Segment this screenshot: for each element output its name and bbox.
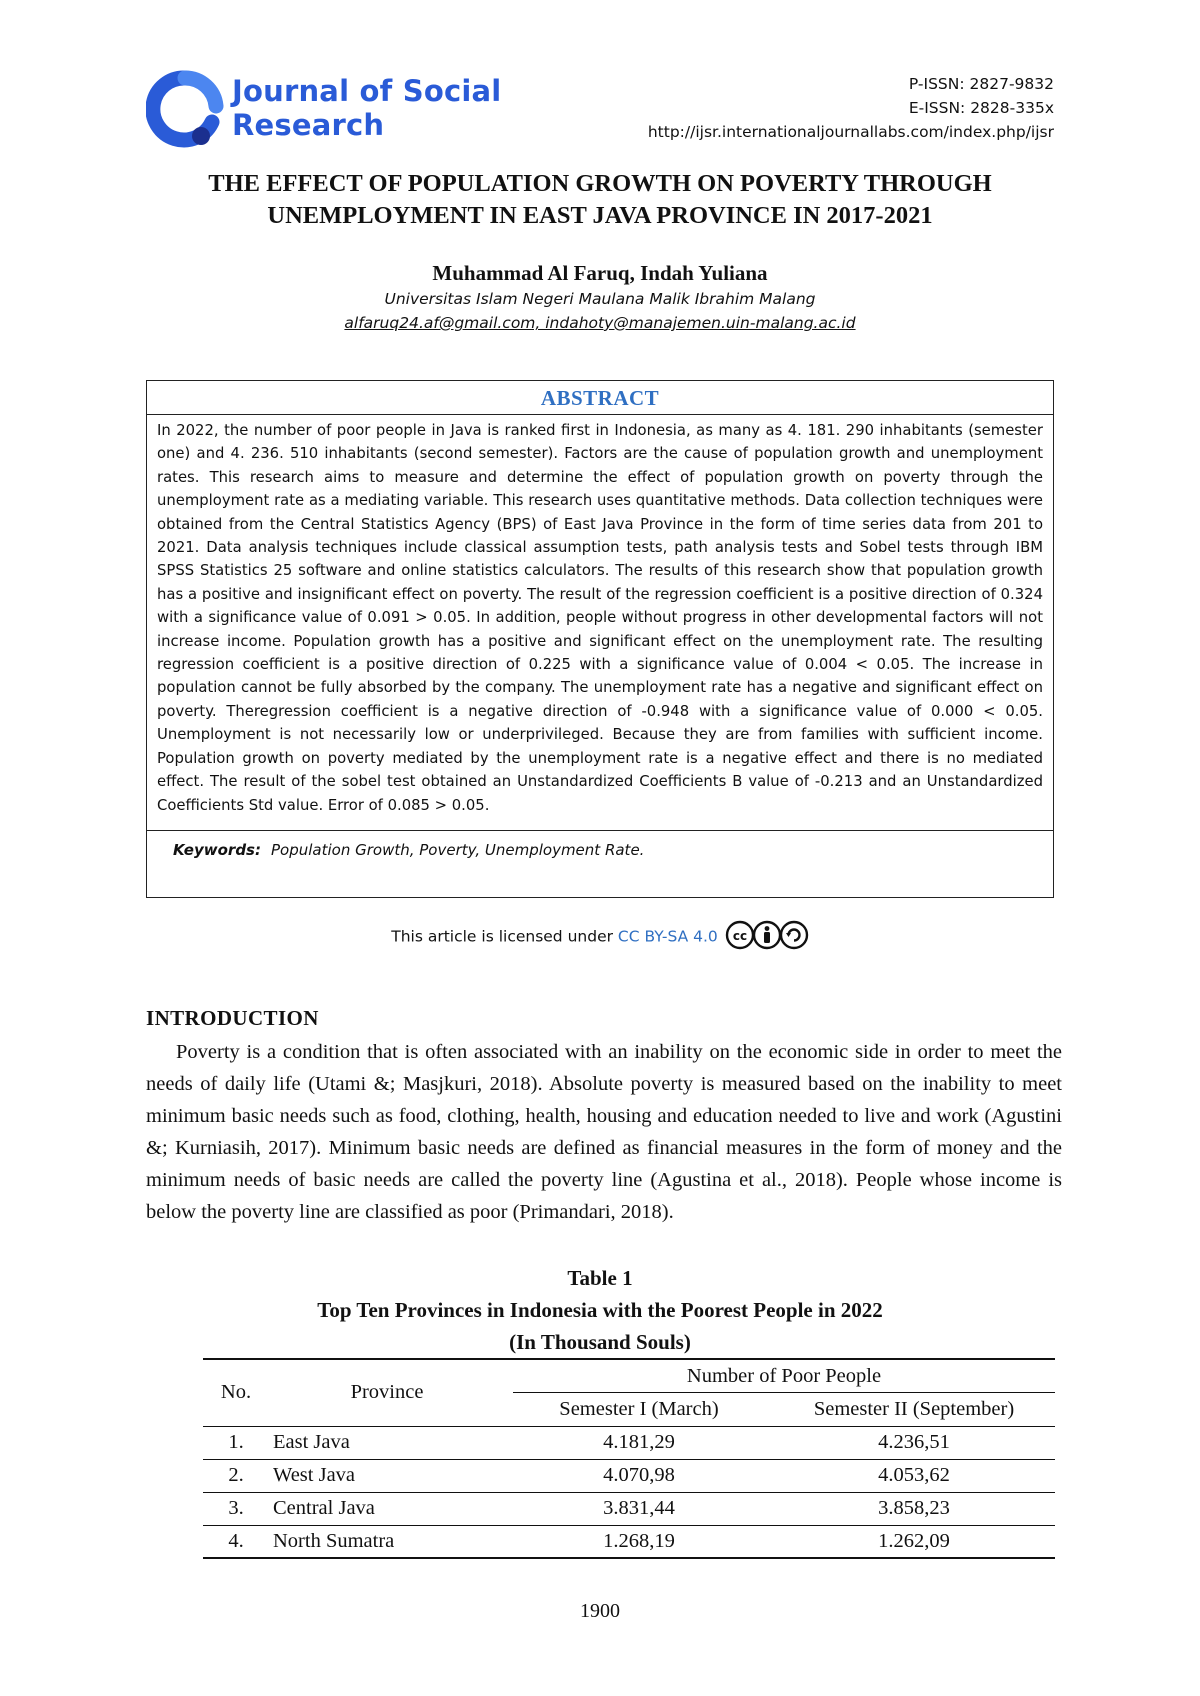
svg-text:cc: cc [732, 929, 747, 943]
keywords-label: Keywords: [173, 841, 261, 859]
col-header-group-label: Number of Poor People [513, 1360, 1055, 1393]
cell-province: Central Java [269, 1492, 505, 1525]
poor-people-table [203, 1358, 1055, 1559]
authors: Muhammad Al Faruq, Indah Yuliana [432, 261, 768, 285]
cell-semester1: 3.831,44 [505, 1492, 773, 1525]
eissn: E-ISSN: 2828-335x [908, 99, 1054, 117]
journal-logo-icon [146, 70, 224, 148]
table-row [203, 1525, 1055, 1558]
col-header-group [505, 1359, 1055, 1393]
abstract-heading: ABSTRACT [147, 381, 1053, 415]
cell-province: West Java [269, 1459, 505, 1492]
page-number: 1900 [580, 1600, 620, 1622]
table-title: Top Ten Provinces in Indonesia with the Poorest People in 2022 [317, 1298, 883, 1322]
journal-name-line1: Journal of Social [232, 74, 502, 108]
keywords-list: Population Growth, Poverty, Unemployment Rate. [270, 841, 645, 859]
author-emails[interactable]: alfaruq24.af@gmail.com, indahoty@manajemen.uin-malang.ac.id [344, 314, 856, 332]
cc-by-sa-badge-icon[interactable] [725, 920, 809, 954]
cell-province: North Sumatra [269, 1525, 505, 1558]
cell-semester1: 4.181,29 [505, 1426, 773, 1459]
table-row [203, 1426, 1055, 1459]
cell-no: 2. [203, 1459, 269, 1492]
cell-semester2: 3.858,23 [773, 1492, 1055, 1525]
introduction-heading: INTRODUCTION [146, 1006, 319, 1030]
keywords [147, 831, 1053, 859]
paper-title-line1: THE EFFECT OF POPULATION GROWTH ON POVERTY THROUGH [208, 170, 992, 197]
table-number: Table 1 [567, 1266, 633, 1290]
cell-province: East Java [269, 1426, 505, 1459]
pissn: P-ISSN: 2827-9832 [908, 75, 1054, 93]
col-header-semester2: Semester II (September) [773, 1393, 1055, 1426]
license-link[interactable]: CC BY-SA 4.0 [617, 927, 718, 946]
affiliation: Universitas Islam Negeri Maulana Malik Ibrahim Malang [384, 290, 816, 308]
table-row [203, 1459, 1055, 1492]
issn-block [648, 72, 1054, 144]
table-caption [0, 1262, 1200, 1358]
col-header-no: No. [203, 1359, 269, 1426]
journal-name-line2: Research [232, 108, 385, 142]
license-prefix: This article is licensed under [391, 927, 618, 946]
paper-title-line2: UNEMPLOYMENT IN EAST JAVA PROVINCE IN 2017-2021 [267, 202, 933, 229]
introduction-paragraph: Poverty is a condition that is often associated with an inability on the economic side in order to meet the needs of daily life (Utami &; Masjkuri, 2018). Absolute poverty is measured based on the inability to meet minimum basic needs such as food, clothing, health, housing and education needed to live and work (Agustini &; Kurniasih, 2017). Minimum basic needs are defined as financial measures in the form of money and the minimum needs of basic needs are called the poverty line (Agustina et al., 2018). People whose income is below the poverty line are classified as poor (Primandari, 2018). [146, 1041, 1062, 1223]
journal-name [232, 74, 501, 142]
cell-semester2: 4.053,62 [773, 1459, 1055, 1492]
abstract-text: In 2022, the number of poor people in Java is ranked first in Indonesia, as many as 4. 181. 290 inhabitants (semester one) and 4. 236. 510 inhabitants (second semester). Factors are the cause of population growth and unemployment rates. This research aims to measure and determine the effect of population growth on poverty through the unemployment rate as a mediating variable. This research uses quantitative methods. Data collection techniques were obtained from the Central Statistics Agency (BPS) of East Java Province in the form of time series data from 201 to 2021. Data analysis techniques include classical assumption tests, path analysis tests and Sobel tests through IBM SPSS Statistics 25 software and online statistics calculators. The results of this research show that population growth has a positive and insignificant effect on poverty. The result of the regression coefficient is a positive direction of 0.324 with a significance value of 0.091 > 0.05. In addition, people without progress in other developmental factors will not increase income. Population growth has a positive and significant effect on the unemployment rate. The resulting regression coefficient is a positive direction of 0.225 with a significance value of 0.004 < 0.05. The increase in population cannot be fully absorbed by the company. The unemployment rate has a negative and significant effect on poverty. Theregression coefficient is a negative direction of -0.948 with a significance value of 0.000 < 0.05. Unemployment is not necessarily low or underprivileged. Because they are from families with sufficient income. Population growth on poverty mediated by the unemployment rate is a negative effect and there is no mediated effect. The result of the sobel test obtained an Unstandardized Coefficients B value of -0.213 and an Unstandardized Coefficients Std value. Error of 0.085 > 0.05. [147, 415, 1053, 831]
table-row [203, 1492, 1055, 1525]
cell-semester1: 4.070,98 [505, 1459, 773, 1492]
cell-no: 4. [203, 1525, 269, 1558]
cell-no: 3. [203, 1492, 269, 1525]
journal-url[interactable]: http://ijsr.internationaljournallabs.com/index.php/ijsr [647, 123, 1054, 141]
paper-title [130, 168, 1070, 232]
license-line [0, 920, 1200, 954]
col-header-semester1: Semester I (March) [505, 1393, 773, 1426]
cell-semester2: 4.236,51 [773, 1426, 1055, 1459]
cell-semester1: 1.268,19 [505, 1525, 773, 1558]
abstract-box [146, 380, 1054, 898]
cell-no: 1. [203, 1426, 269, 1459]
cell-semester2: 1.262,09 [773, 1525, 1055, 1558]
col-header-province: Province [269, 1359, 505, 1426]
table-unit: (In Thousand Souls) [509, 1330, 691, 1354]
journal-logo [146, 70, 224, 148]
